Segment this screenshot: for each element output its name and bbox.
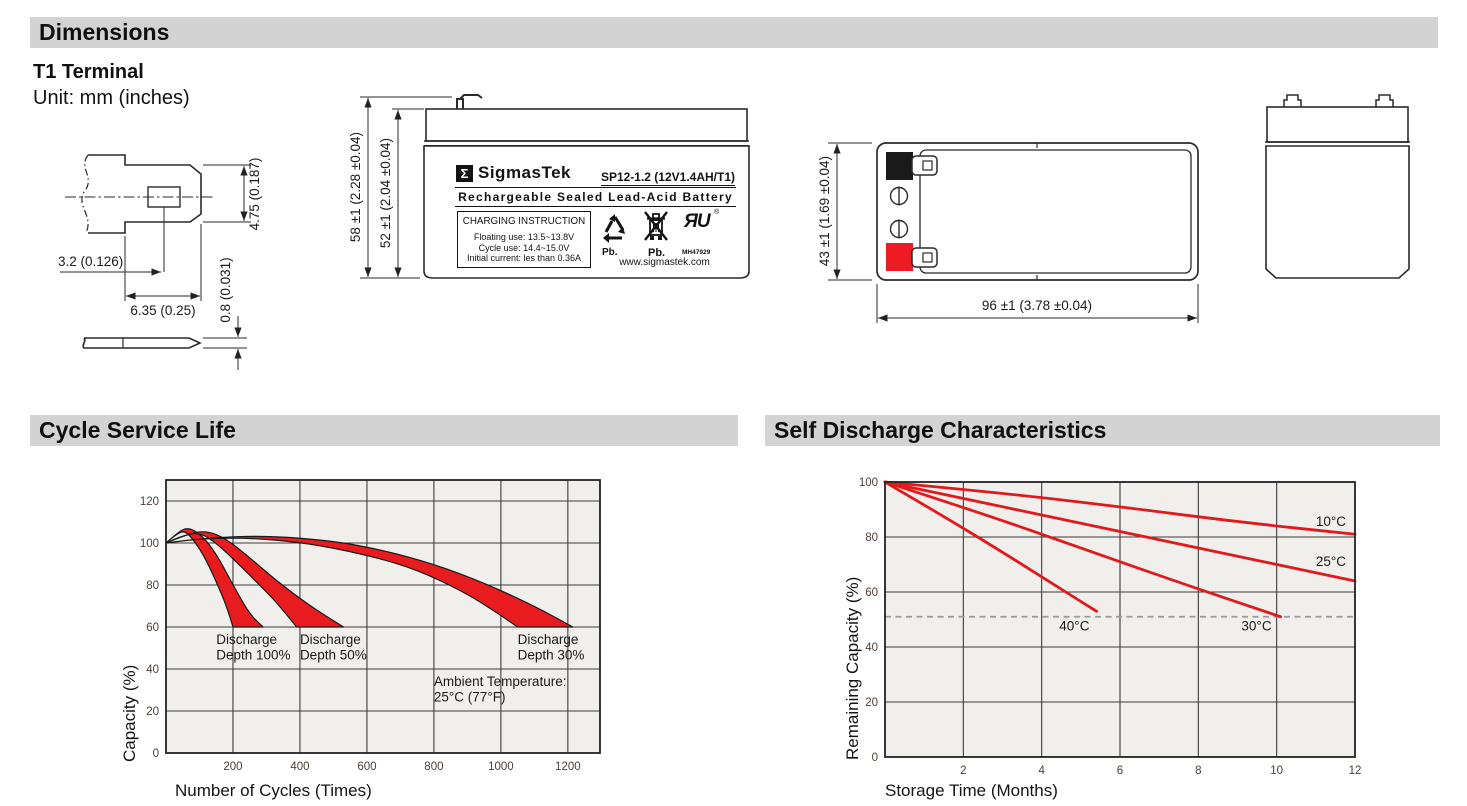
dim-total-height: 58 ±1 (2.28 ±0.04) [348,131,363,243]
svg-text:20: 20 [146,706,159,718]
svg-text:10°C: 10°C [1315,514,1347,529]
dim-terminal-width: 6.35 (0.25) [130,303,196,318]
negative-terminal-marker [886,152,913,180]
website-url: www.sigmastek.com [619,257,710,268]
svg-text:80: 80 [865,532,878,544]
svg-text:40: 40 [865,642,878,654]
charging-line-initial: Initial current: les than 0.36A [466,253,582,263]
dim-top-height: 43 ±1 (1.69 ±0.04) [817,155,832,267]
section-title: Dimensions [39,19,170,45]
pb-recycle-text: Pb. [602,247,618,258]
svg-text:8: 8 [1195,765,1202,777]
svg-text:60: 60 [146,622,159,634]
svg-text:25°C (77°F): 25°C (77°F) [433,689,506,705]
svg-text:10: 10 [1270,765,1284,777]
label-divider [455,206,736,207]
svg-text:80: 80 [146,580,159,592]
terminal-tab [457,95,482,109]
battery-label [455,163,736,277]
faston-tab-negative [912,156,937,175]
dim-terminal-thickness: 0.8 (0.031) [218,257,233,323]
terminal-outline [88,155,201,233]
terminal-type-label: T1 Terminal [33,61,144,83]
top-view-drawing [817,143,1198,323]
svg-text:200: 200 [223,761,243,773]
battery-lid [426,109,747,141]
pb-bin-text: Pb. [648,247,666,259]
svg-text:12: 12 [1348,765,1362,777]
svg-text:20: 20 [865,697,878,709]
dim-top-width: 96 ±1 (3.78 ±0.04) [981,298,1093,313]
section-title: Self Discharge Characteristics [774,417,1107,443]
brand-name: SigmasTek [478,163,572,182]
dim-terminal-height: 4.75 (0.187) [247,157,262,231]
svg-text:Depth 50%: Depth 50% [299,647,367,663]
charging-line-floating: Floating use: 13.5~13.8V [473,232,575,242]
svg-text:0: 0 [152,748,159,760]
svg-text:120: 120 [139,496,159,508]
svg-text:2: 2 [960,765,967,777]
charging-line-cycle: Cycle use: 14.4~15.0V [478,242,570,253]
self-discharge-y-axis-title: Remaining Capacity (%) [843,576,862,760]
svg-text:0: 0 [871,752,878,764]
charging-instruction-box [457,211,591,268]
unit-note: Unit: mm (inches) [33,87,190,109]
dim-body-height: 52 ±1 (2.04 ±0.04) [378,137,393,249]
svg-text:Discharge: Discharge [299,631,361,647]
side-terminal [1376,95,1393,107]
side-terminal [1284,95,1301,107]
ul-listed-icon: ЯU [684,211,710,232]
side-lid [1267,107,1408,142]
svg-text:25°C: 25°C [1315,553,1347,569]
recycle-pb-icon [596,211,634,245]
svg-text:400: 400 [290,761,310,773]
dim-terminal-offset: 3.2 (0.126) [58,254,124,269]
positive-terminal-marker [886,243,913,271]
svg-text:1200: 1200 [555,761,581,773]
label-divider [455,187,736,188]
terminal-profile [83,338,200,348]
svg-text:40°C: 40°C [1059,618,1090,634]
svg-text:30°C: 30°C [1241,618,1272,634]
section-title: Cycle Service Life [39,417,236,443]
self-discharge-x-axis-title: Storage Time (Months) [885,781,1058,800]
side-view-drawing [1265,95,1410,278]
faston-tab-positive [912,248,937,267]
svg-text:800: 800 [424,761,444,773]
svg-text:1000: 1000 [488,761,514,773]
cycle-chart-x-axis-title: Number of Cycles (Times) [175,781,372,800]
svg-text:Depth 100%: Depth 100% [216,647,291,663]
svg-text:100: 100 [858,477,878,489]
svg-text:6: 6 [1116,765,1124,777]
svg-text:Depth 30%: Depth 30% [517,647,585,663]
battery-type-subtitle: Rechargeable Sealed Lead-Acid Battery [458,190,733,204]
svg-text:60: 60 [865,587,878,599]
svg-text:Ambient Temperature:: Ambient Temperature: [433,673,567,689]
cycle-chart-y-axis-title: Capacity (%) [120,664,139,762]
svg-text:100: 100 [139,538,159,550]
break-line [82,155,88,233]
terminal-detail-drawing [58,155,262,370]
side-body [1266,146,1409,278]
ul-registered-mark: ® [714,209,720,216]
sigma-logo-icon: Σ [456,165,473,182]
svg-text:Discharge: Discharge [517,631,579,647]
charging-instruction-title: CHARGING INSTRUCTION [462,216,586,227]
crossed-bin-pb-icon [642,209,670,245]
ul-file-number: MH47929 [682,249,711,256]
svg-text:600: 600 [357,761,377,773]
svg-text:Discharge: Discharge [216,631,278,647]
svg-text:40: 40 [146,664,159,676]
svg-text:4: 4 [1038,765,1045,777]
model-number: SP12-1.2 (12V1.4AH/T1) [600,170,735,184]
